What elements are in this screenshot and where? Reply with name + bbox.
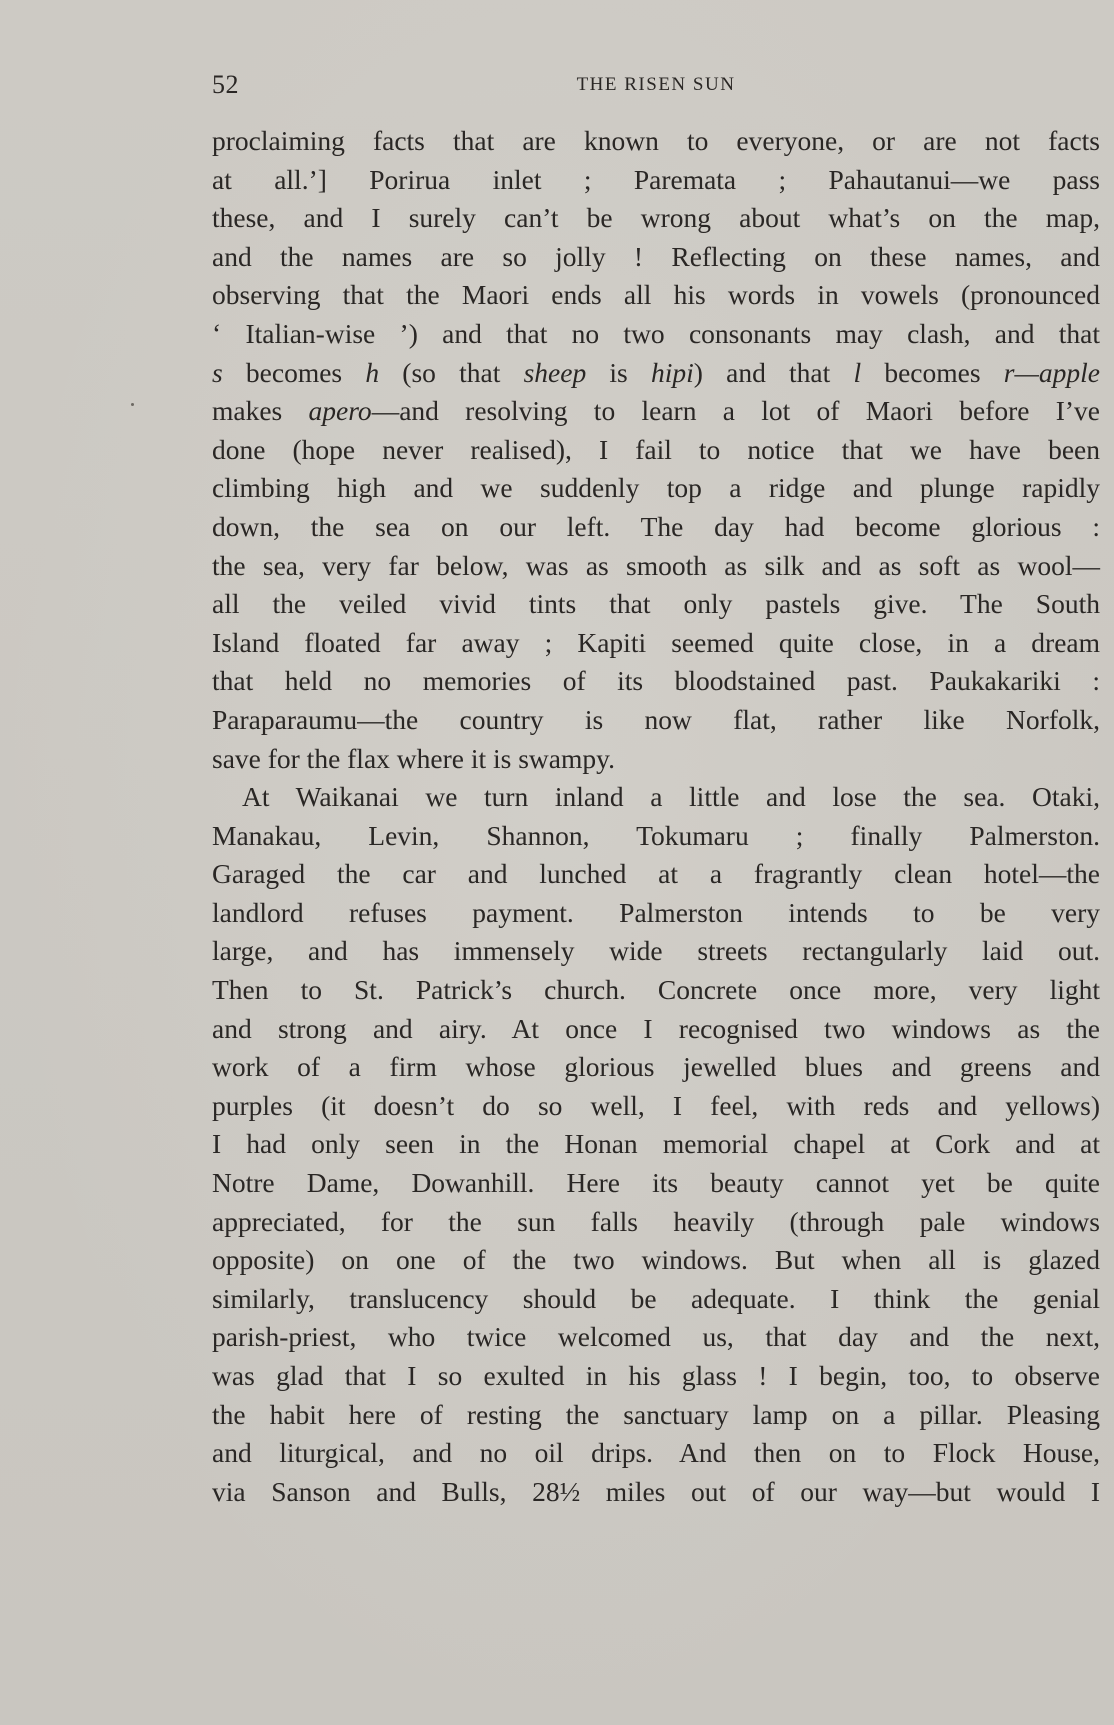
- body-text: [212, 122, 1100, 1511]
- page-number: 52: [212, 70, 239, 99]
- text-line: done (hope never realised), I fail to notice that we have been: [212, 433, 1100, 465]
- italic-word: h: [365, 356, 380, 388]
- text-line: Garaged the car and lunched at a fragrantly clean hotel—the: [212, 858, 1100, 890]
- running-head: THE RISEN SUN: [576, 74, 736, 95]
- text-line: at all.’] Porirua inlet ; Paremata ; Pahautanui—we pass: [212, 163, 1100, 195]
- text-line: ‘ Italian-wise ’) and that no two consonants may clash, and that: [212, 317, 1100, 349]
- italic-word: r—apple: [1003, 356, 1101, 388]
- text-segment: (so that: [379, 356, 524, 388]
- italic-word: sheep: [523, 356, 587, 388]
- text-line: down, the sea on our left. The day had become glorious :: [212, 510, 1100, 542]
- text-line: and strong and airy. At once I recognised two windows as the: [212, 1012, 1100, 1044]
- text-line: Paraparaumu—the country is now flat, rather like Norfolk,: [212, 703, 1100, 735]
- text-segment: ) and that: [693, 356, 854, 388]
- text-line: observing that the Maori ends all his words in vowels (pronounced: [212, 279, 1100, 311]
- text-segment: —and resolving to learn a lot of Maori before I’ve: [371, 395, 1100, 427]
- text-line: purples (it doesn’t do so well, I feel, with reds and yellows): [212, 1089, 1100, 1121]
- text-line: parish-priest, who twice welcomed us, that day and the next,: [212, 1321, 1100, 1353]
- italic-word: s: [212, 356, 223, 388]
- text-line: Notre Dame, Dowanhill. Here its beauty cannot yet be quite: [212, 1167, 1100, 1199]
- text-line: save for the flax where it is swampy.: [212, 742, 615, 774]
- text-line: was glad that I so exulted in his glass ! I begin, too, to observe: [212, 1360, 1100, 1391]
- text-line: that held no memories of its bloodstained past. Paukakariki :: [212, 665, 1100, 697]
- text-line: via Sanson and Bulls, 28½ miles out of our way—but would I: [212, 1475, 1100, 1507]
- text-line: Manakau, Levin, Shannon, Tokumaru ; finally Palmerston.: [212, 819, 1100, 851]
- text-line: appreciated, for the sun falls heavily (through pale windows: [212, 1205, 1100, 1237]
- text-line: Island floated far away ; Kapiti seemed quite close, in a dream: [212, 626, 1100, 658]
- text-line: large, and has immensely wide streets rectangularly laid out.: [212, 935, 1100, 967]
- italic-word: l: [853, 356, 862, 388]
- text-line: the sea, very far below, was as smooth as silk and as soft as wool—: [212, 549, 1100, 581]
- italic-word: apero: [308, 395, 372, 427]
- italic-word: hipi: [650, 356, 694, 388]
- paper-speck: [131, 403, 134, 406]
- text-line: [212, 354, 1100, 393]
- text-segment: becomes: [861, 356, 1004, 388]
- text-line: [212, 392, 1100, 431]
- text-line: these, and I surely can’t be wrong about what’s on the map,: [212, 202, 1100, 234]
- text-line: the habit here of resting the sanctuary lamp on a pillar. Pleasing: [212, 1398, 1100, 1430]
- text-segment: becomes: [222, 356, 366, 388]
- text-line: similarly, translucency should be adequate. I think the genial: [212, 1282, 1100, 1314]
- text-line: At Waikanai we turn inland a little and lose the sea. Otaki,: [242, 781, 1100, 813]
- page-header: [212, 70, 1100, 104]
- text-line: work of a firm whose glorious jewelled blues and greens and: [212, 1051, 1100, 1083]
- text-segment: is: [586, 356, 651, 388]
- text-segment: makes: [212, 395, 309, 427]
- text-line: and the names are so jolly ! Reflecting on these names, and: [212, 240, 1100, 272]
- text-line: landlord refuses payment. Palmerston intends to be very: [212, 896, 1100, 928]
- text-line: proclaiming facts that are known to everyone, or are not facts: [212, 125, 1100, 156]
- text-line: climbing high and we suddenly top a ridge and plunge rapidly: [212, 472, 1100, 504]
- text-line: Then to St. Patrick’s church. Concrete once more, very light: [212, 974, 1100, 1006]
- text-line: and liturgical, and no oil drips. And then on to Flock House,: [212, 1437, 1100, 1469]
- text-line: opposite) on one of the two windows. But when all is glazed: [212, 1244, 1100, 1276]
- text-line: all the veiled vivid tints that only pastels give. The South: [212, 588, 1100, 620]
- text-line: I had only seen in the Honan memorial chapel at Cork and at: [212, 1128, 1100, 1160]
